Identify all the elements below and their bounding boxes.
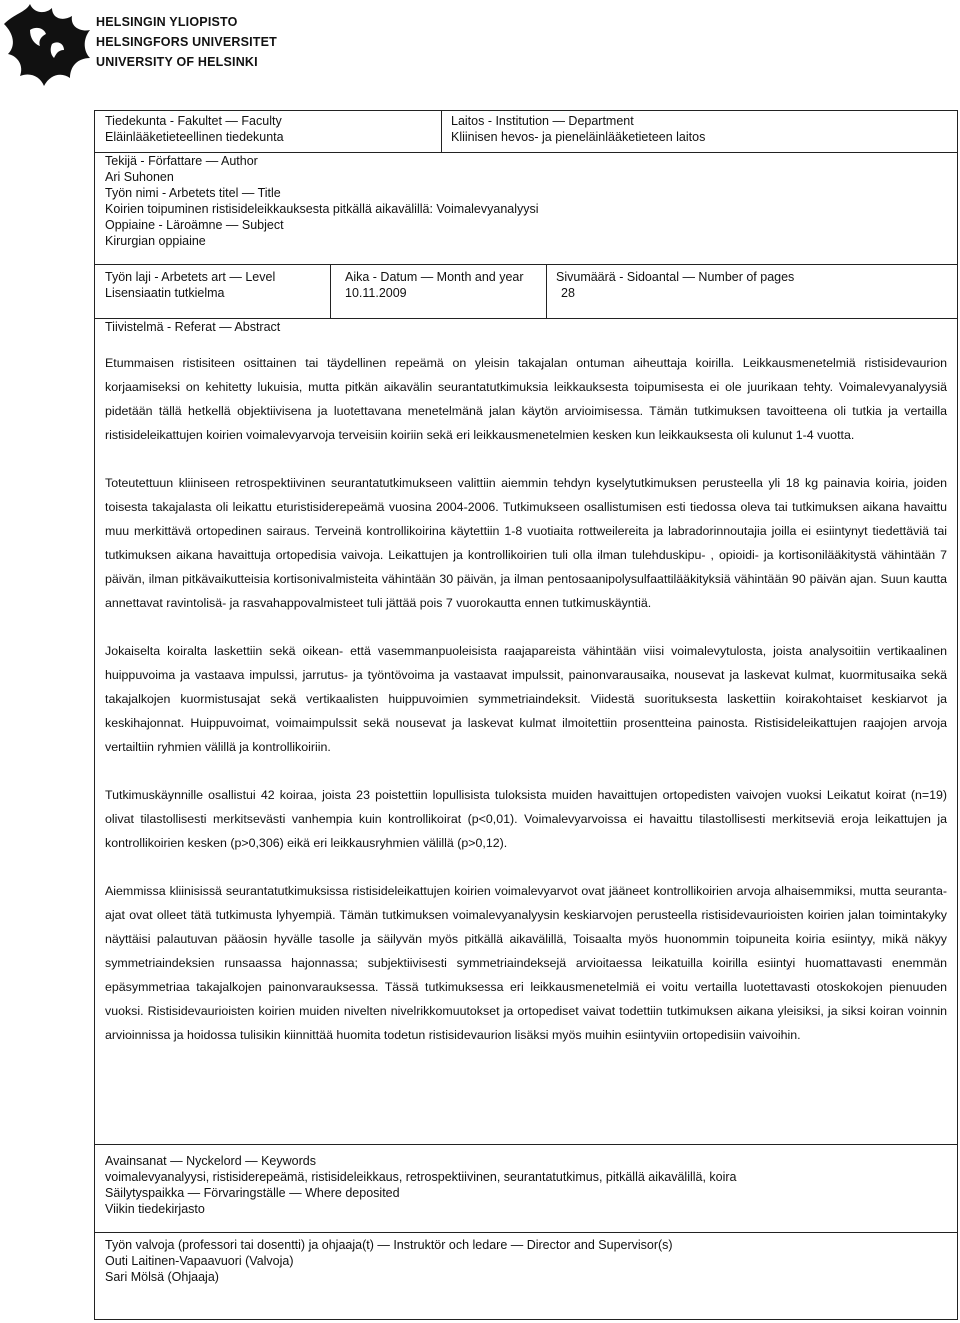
- date-label: Aika - Datum — Month and year: [345, 270, 524, 284]
- abstract-paragraph: Jokaiselta koiralta laskettiin sekä oikean- että vasemmanpuoleisista raajapareista vähintään viisi voimalevytulosta, joista analysoitiin vertikaalinen huippuvoima ja vastaava impulssi, jarrutus- ja työntövoima ja vastaavat impulssit, painonvarausaika, nousevat ja laskevat kulmat, kuormitusaika sekä takajalkojen kuormistusajat sekä vertikaalisten huippuvoimien symmetriaindeksit. Viidestä suorituksesta laskettiin koirakohtaiset keskiarvot ja keskihajonnat. Huippuvoimat, voimaimpulssit sekä nousevat ja laskevat kulmat ilmoitettiin prosentteina painosta. Ristisideleikattujen raajojen arvoja vertailtiin ryhmien välillä ja kontrollikoiriin.: [105, 644, 947, 754]
- university-name-sv: HELSINGFORS UNIVERSITET: [96, 35, 278, 49]
- abstract-paragraph: Tutkimuskäynnille osallistui 42 koiraa, joista 23 poistettiin lopullisista tuloksista muiden havaittujen ortopedisten vaivojen vuoksi Leikatut koirat (n=19) olivat tilastollisesti merkitsevästi vanhempia kuin kontrollikoirat (p<0,01). Voimalevyarvoissa ei havaittu tilastollisesti merkitseviä eroja leikattujen ja kontrollikoirien kesken (p>0,306) eikä eri leikkausryhmien välillä (p>0,12).: [105, 788, 947, 850]
- date-value: 10.11.2009: [345, 286, 407, 300]
- subject-value: Kirurgian oppiaine: [105, 234, 206, 248]
- faculty-label: Tiedekunta - Fakultet — Faculty: [105, 114, 282, 128]
- abstract-paragraph: Aiemmissa kliinisissä seurantatutkimuksissa ristisideleikattujen koirien voimalevyarvot ovat jääneet kontrollikoirien arvoja alhaisemmiksi, mutta seuranta-ajat ovat olleet tätä tutkimusta lyhyempiä. Tämän tutkimuksen voimalevyanalyysin keskiarvojen perusteella ristisidevaurioisten koirien jalan toimintakyky näyttäisi palautuvan pääosin hyvälle tasolle ja säilyvän myös pitkällä aikavälillä, Toisaalta myös huonommin toipuneita koiria esiintyy, mikä näkyy symmetriaindeksien runsaassa hajonnassa; subjektiivisesti symmetriaindeksejä arvioitaessa leikatuilla koirilla esiintyi huomattavasti enemmän epäsymmetriaa takajalkojen painonvarauksessa. Tässä tutkimuksessa eri leikkausmenetelmiä ei voitu vertailla luotettavasti otoskokojen pienuuden vuoksi. Ristisidevaurioisten koirien muiden nivelten nivelrikkomuutokset ja ortopediset vaivat todettiin tutkimuksen aikana yleisiksi, ja siksi koiran voinnin arvioinnissa ja hoidossa tulisikin kiinnittää huomita todetun ristisidevaurion lisäksi myös muihin esiintyviin ortopedisiin vaivoihin.: [105, 884, 947, 1042]
- abstract-label: Tiivistelmä - Referat — Abstract: [105, 320, 281, 334]
- level-value: Lisensiaatin tutkielma: [105, 286, 225, 300]
- supervisor-name: Sari Mölsä (Ohjaaja): [105, 1270, 219, 1284]
- university-name-fi: HELSINGIN YLIOPISTO: [96, 15, 238, 29]
- keywords-row: [95, 1145, 957, 1233]
- pages-label: Sivumäärä - Sidoantal — Number of pages: [556, 270, 795, 284]
- university-logo: [0, 0, 92, 92]
- supervisor-label: Työn valvoja (professori tai dosentti) ja ohjaaja(t) — Instruktör och ledare — Director and Supervisor(s): [105, 1238, 673, 1252]
- author-row: [95, 153, 957, 265]
- faculty-row: [95, 111, 957, 153]
- keywords-label: Avainsanat — Nyckelord — Keywords: [105, 1154, 316, 1168]
- author-value: Ari Suhonen: [105, 170, 174, 184]
- university-name-en: UNIVERSITY OF HELSINKI: [96, 55, 258, 69]
- pages-value: 28: [561, 286, 575, 300]
- deposit-label: Säilytyspaikka — Förvaringställe — Where deposited: [105, 1186, 400, 1200]
- level-label: Työn laji - Arbetets art — Level: [105, 270, 276, 284]
- abstract-form: [94, 110, 958, 1320]
- abstract-paragraph: Toteutettuun kliiniseen retrospektiivinen seurantatutkimukseen valittiin aiemmin tehdyn kyselytutkimuksen perusteella yli 18 kg painavia koiria, joiden toisesta takajalasta oli leikattu eturistisiderepeämä vuosina 2004-2006. Tutkimukseen osallistumisen esti tiedossa oleva tai tutkimuksen aikana havaittu muu merkittävä ortopedinen sairaus. Terveinä kontrollikoirina käytettiin 1-8 vuotiaita rottweilereita ja labradorinnoutajia joilla ei esiintynyt tiedettäviä tai tutkimuksen aikana havaittuja ortopedisia vaivoja. Leikattujen ja kontrollikoirien tuli olla ilman tulehduskipu- , opioidi- ja kortisonilääkitystä vähintään 7 päivän, ilman pitkävaikutteisia kortisonivalmisteita vähintään 30 päivän, ja ilman pentosaanipolysulfaattilääkityksiä vähintään 90 päivän ajan. Suun kautta annettavat ravintolisä- ja rasvahappovalmisteet tuli jättää pois 7 vuorokautta ennen tutkimuskäyntiä.: [105, 476, 947, 610]
- title-label: Työn nimi - Arbetets titel — Title: [105, 186, 281, 200]
- department-label: Laitos - Institution — Department: [451, 114, 634, 128]
- title-value: Koirien toipuminen ristisideleikkauksesta pitkällä aikavälillä: Voimalevyanalyysi: [105, 202, 539, 216]
- author-label: Tekijä - Författare — Author: [105, 154, 258, 168]
- supervisor-row: [95, 1233, 957, 1319]
- abstract-paragraph: Etummaisen ristisiteen osittainen tai täydellinen repeämä on yleisin takajalan ontuman aiheuttaja koirilla. Leikkausmenetelmiä ristisidevaurion korjaamiseksi on kehitetty lukuisia, mutta pitkän aikavälin seurantatutkimuksia leikkauksesta toipumisesta ei ole juurikaan tehty. Voimalevyanalyysiä pidetään tällä hetkellä objektiivisena ja luotettavana menetelmänä jalan käytön arvioimisessa. Tämän tutkimuksen tavoitteena oli tutkia ja vertailla ristisideleikattujen koirien voimalevyarvoja terveisiin koiriin sekä eri leikkausmenetelmien kesken kun leikkauksesta oli kulunut 1-4 vuotta.: [105, 356, 947, 442]
- department-value: Kliinisen hevos- ja pieneläinlääketieteen laitos: [451, 130, 706, 144]
- abstract-body: [105, 351, 947, 1071]
- subject-label: Oppiaine - Läroämne — Subject: [105, 218, 284, 232]
- deposit-value: Viikin tiedekirjasto: [105, 1202, 205, 1216]
- meta-row: [95, 265, 957, 319]
- keywords-value: voimalevyanalyysi, ristisiderepeämä, ristisideleikkaus, retrospektiivinen, seurantatutkimus, pitkällä aikavälillä, koira: [105, 1170, 737, 1184]
- university-name: [96, 12, 277, 72]
- faculty-value: Eläinlääketieteellinen tiedekunta: [105, 130, 284, 144]
- supervisor-name: Outi Laitinen-Vapaavuori (Valvoja): [105, 1254, 294, 1268]
